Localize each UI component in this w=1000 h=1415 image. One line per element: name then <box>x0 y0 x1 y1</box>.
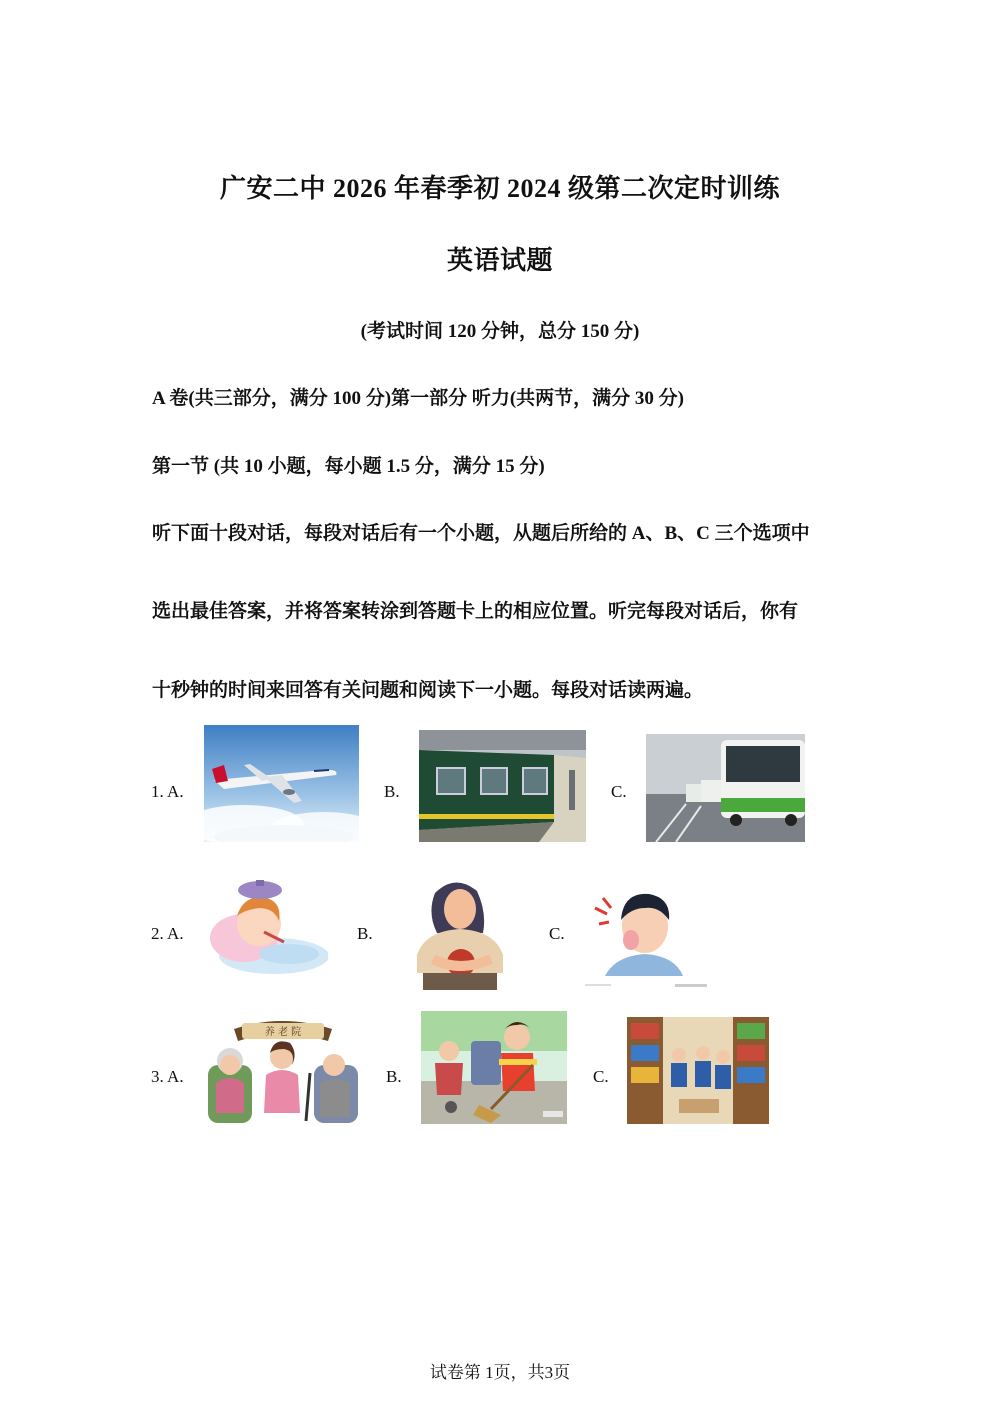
option-c-label: C. <box>549 924 565 943</box>
option-b-label: B. <box>386 1067 402 1086</box>
part-a-heading: A 卷(共三部分，满分 100 分)第一部分 听力(共两节，满分 30 分) <box>152 388 684 409</box>
bus-image <box>646 734 805 842</box>
nursing-home-image <box>204 1013 361 1124</box>
exam-info: (考试时间 120 分钟，总分 150 分) <box>360 321 640 342</box>
question-3-label: 3. A. <box>151 1067 184 1086</box>
option-b-label: B. <box>384 782 400 801</box>
page-footer: 试卷第 1页，共3页 <box>429 1363 571 1382</box>
nursing-home-sign: 养 老 院 <box>264 1027 302 1038</box>
option-c-label: C. <box>611 782 627 801</box>
instruction-line: 选出最佳答案，并将答案转涂到答题卡上的相应位置。听完每段对话后，你有 <box>152 601 799 622</box>
instruction-line: 十秒钟的时间来回答有关问题和阅读下一小题。每段对话读两遍。 <box>152 680 704 701</box>
question-2-label: 2. A. <box>151 924 184 943</box>
cleaning-park-image <box>421 1011 567 1124</box>
train-image <box>419 730 586 842</box>
airplane-image <box>204 725 359 842</box>
exam-title: 广安二中 2026 年春季初 2024 级第二次定时训练 <box>219 174 780 203</box>
exam-subject: 英语试题 <box>446 246 553 275</box>
question-1-label: 1. A. <box>151 782 184 801</box>
toothache-image <box>585 884 709 990</box>
stomachache-image <box>405 873 515 990</box>
instruction-line: 听下面十段对话，每段对话后有一个小题，从题后所给的 A、B、C 三个选项中 <box>152 523 810 544</box>
fever-image <box>204 876 328 976</box>
library-image <box>627 1017 769 1124</box>
option-b-label: B. <box>357 924 373 943</box>
section-1-heading: 第一节 (共 10 小题，每小题 1.5 分，满分 15 分) <box>152 456 545 477</box>
option-c-label: C. <box>593 1067 609 1086</box>
